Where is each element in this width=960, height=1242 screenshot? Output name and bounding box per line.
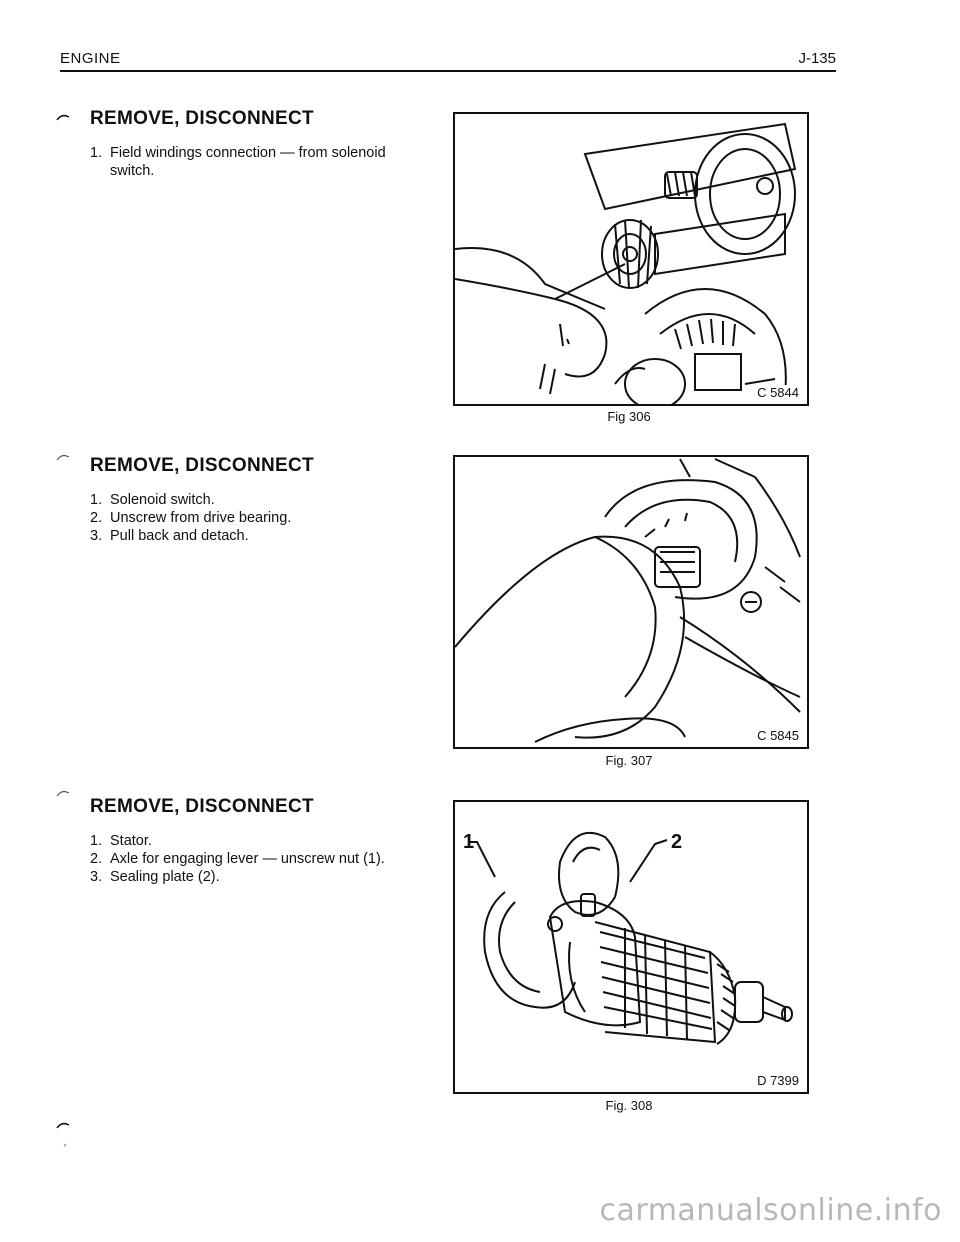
- figure-caption: Fig. 308: [605, 1098, 653, 1113]
- step-item: 1. Solenoid switch.: [90, 492, 215, 508]
- step-item: 2. Axle for engaging lever — unscrew nut (1).: [90, 851, 385, 867]
- step-item: 2. Unscrew from drive bearing.: [90, 510, 292, 526]
- margin-mark: [56, 112, 70, 122]
- illustration-solenoid-switch-removal: [455, 457, 807, 747]
- step-item: 3. Pull back and detach.: [90, 528, 249, 544]
- margin-mark: [56, 788, 70, 798]
- illustration-armature-removal: [455, 802, 807, 1092]
- figure-code: D 7399: [757, 1073, 799, 1088]
- figure-code: C 5845: [757, 728, 799, 743]
- instruction-section-1: [90, 108, 390, 180]
- callout-1: 1: [463, 831, 475, 853]
- figure-307-solenoid-switch: [453, 455, 809, 749]
- section-heading: REMOVE, DISCONNECT: [90, 455, 314, 476]
- figure-caption: Fig 306: [607, 409, 651, 424]
- page-header: [60, 48, 836, 72]
- section-heading: REMOVE, DISCONNECT: [90, 796, 314, 817]
- figure-caption: Fig. 307: [605, 753, 653, 768]
- step-item: 3. Sealing plate (2).: [90, 869, 220, 885]
- step-list: [90, 144, 390, 180]
- figure-306-solenoid-connection: [453, 112, 809, 406]
- header-section-title: ENGINE: [60, 50, 121, 67]
- instruction-section-3: [90, 796, 390, 886]
- margin-mark: [56, 452, 70, 462]
- callout-2: 2: [671, 831, 683, 853]
- instruction-section-2: [90, 455, 390, 545]
- step-item: 1. Field windings connection — from solenoid switch.: [90, 145, 386, 179]
- illustration-solenoid-nut-removal: [455, 114, 807, 404]
- step-list: [90, 491, 390, 545]
- section-heading: REMOVE, DISCONNECT: [90, 108, 314, 129]
- header-page-number: J-135: [798, 50, 836, 67]
- figure-code: C 5844: [757, 385, 799, 400]
- watermark: carmanualsonline.info: [599, 1193, 942, 1228]
- figure-308-stator-armature: [453, 800, 809, 1094]
- step-item: 1. Stator.: [90, 833, 152, 849]
- step-list: [90, 832, 390, 886]
- margin-mark: [56, 1120, 70, 1150]
